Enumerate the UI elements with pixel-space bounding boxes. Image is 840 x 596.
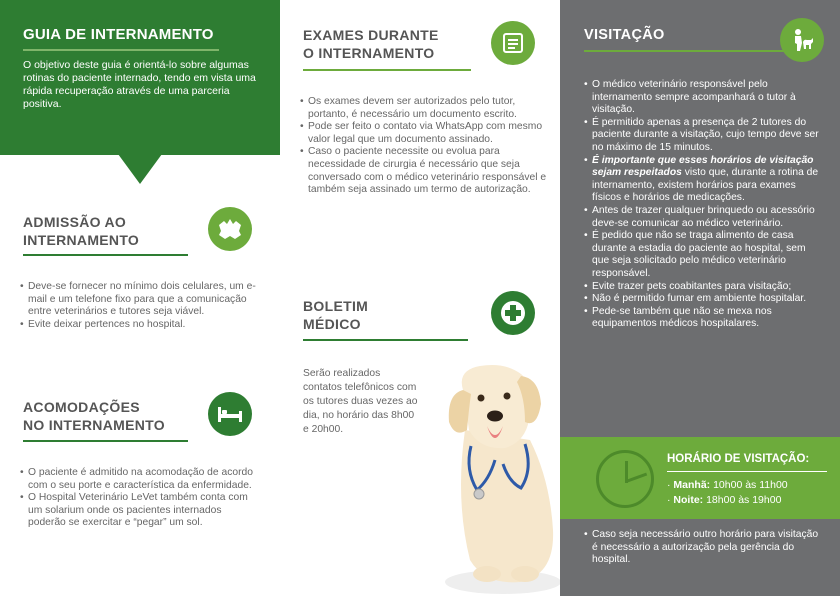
acomodacoes-title-line2: NO INTERNAMENTO <box>23 417 165 433</box>
dog-photo <box>425 360 563 596</box>
night-label: Noite: <box>673 494 704 506</box>
visitor-pet-icon <box>780 18 824 62</box>
exames-title-line1: EXAMES DURANTE <box>303 27 439 43</box>
paw-icon <box>208 207 252 251</box>
admissao-title-line2: INTERNAMENTO <box>23 232 140 248</box>
column-right <box>560 0 840 596</box>
admissao-title-line1: ADMISSÃO AO <box>23 214 127 230</box>
clock-icon <box>596 450 654 508</box>
boletim-title <box>303 297 368 333</box>
highlight-rest: visto que, <box>681 167 729 179</box>
list-item: • O paciente é admitido na acomodação de acordo com o seu porte e característica da enfermidade. <box>20 467 262 492</box>
bed-icon <box>208 392 252 436</box>
list-item: • Os exames devem ser autorizados pelo tutor, portanto, é necessário um documento escrito. <box>300 96 548 121</box>
list-item: • Pode ser feito o contato via WhatsApp com mesmo valor legal que um documento assinado. <box>300 121 548 146</box>
list-item <box>584 155 822 205</box>
column-middle <box>280 0 560 596</box>
hours-divider <box>667 471 827 472</box>
acomodacoes-title-line1: ACOMODAÇÕES <box>23 399 140 415</box>
hours-night: · Noite: 18h00 às 19h00 <box>667 494 782 506</box>
column-left <box>0 0 280 596</box>
list-item: • O Hospital Veterinário LeVet também conta com um solarium onde os pacientes internados poderão se exercitar e “pegar” um sol. <box>20 492 262 530</box>
list-item: • Deve-se fornecer no mínimo dois celulares, um e-mail e um telefone fixo para que a comunicação entre veterinários e tutores seja viável. <box>20 281 262 319</box>
visitacao-title: VISITAÇÃO <box>584 27 665 43</box>
medical-cross-icon <box>491 291 535 335</box>
clipboard-icon <box>491 21 535 65</box>
guide-intro: O objetivo deste guia é orientá-lo sobre algumas rotinas do paciente internado, tendo em vista uma rápida recuperação através de uma parceria positiva. <box>23 59 256 110</box>
boletim-text: Serão realizados contatos telefônicos com os tutores duas vezes ao dia, no horário das 8h00 e 20h00. <box>303 368 418 435</box>
admissao-title <box>23 213 139 249</box>
list-item: • É pedido que não se traga alimento de casa durante a estadia do paciente ao hospital, sem que seja solicitado pelo médico veterinário responsável. <box>584 230 822 280</box>
boletim-title-line1: BOLETIM <box>303 298 369 314</box>
intro-arrow <box>118 154 162 184</box>
acomodacoes-title <box>23 398 165 434</box>
guide-title: GUIA DE INTERNAMENTO <box>23 26 214 43</box>
list-item: • Não é permitido fumar em ambiente hospitalar. <box>584 293 822 306</box>
list-item: • Caso seja necessário outro horário para visitação é necessário a autorização pela gerência do hospital. <box>584 529 824 567</box>
list-item: • Antes de trazer qualquer brinquedo ou acessório deve-se comunicar ao médico veterinário. <box>584 205 822 230</box>
hours-morning: · Manhã: 10h00 às 11h00 <box>667 479 788 491</box>
visitacao-divider <box>584 50 784 52</box>
exames-title <box>303 26 439 62</box>
list-item: • O médico veterinário responsável pelo internamento sempre acompanhará o tutor à visitação. <box>584 79 822 117</box>
admissao-list <box>20 281 262 331</box>
visitacao-list <box>584 79 822 331</box>
list-item: • Pede-se também que não se mexa nos equipamentos médicos hospitalares. <box>584 306 822 331</box>
exames-title-line2: O INTERNAMENTO <box>303 45 435 61</box>
boletim-divider <box>303 339 468 341</box>
list-item: • Evite trazer pets coabitantes para visitação; <box>584 281 822 294</box>
acomodacoes-list <box>20 467 262 530</box>
morning-label: Manhã: <box>673 479 711 491</box>
list-item: • É permitido apenas a presença de 2 tutores do paciente durante a visitação, cujo tempo deve ser no máximo de 15 minutos. <box>584 117 822 155</box>
highlight-bold: É importante que esses horários de visitação sejam respeitados <box>592 154 814 179</box>
highlight-continuation: durante a rotina de internamento, existem horários para exames físicos e horários de medicações. <box>592 167 819 204</box>
exames-divider <box>303 69 471 71</box>
night-value: 18h00 às 19h00 <box>703 494 782 506</box>
visiting-hours-title: HORÁRIO DE VISITAÇÃO: <box>667 453 810 465</box>
boletim-title-line2: MÉDICO <box>303 316 361 332</box>
acomodacoes-divider <box>23 440 188 442</box>
exames-list <box>300 96 548 197</box>
list-item: • Evite deixar pertences no hospital. <box>20 319 262 332</box>
morning-value: 10h00 às 11h00 <box>710 479 788 491</box>
intro-panel <box>0 0 280 155</box>
admissao-divider <box>23 254 188 256</box>
title-divider <box>23 49 219 51</box>
visiting-hours-panel <box>560 437 840 519</box>
footer-note <box>584 529 824 567</box>
list-item: • Caso o paciente necessite ou evolua para necessidade de cirurgia é necessário que seja conversado com o médico veterinário responsável e também seja assinado um termo de autorização. <box>300 146 548 196</box>
